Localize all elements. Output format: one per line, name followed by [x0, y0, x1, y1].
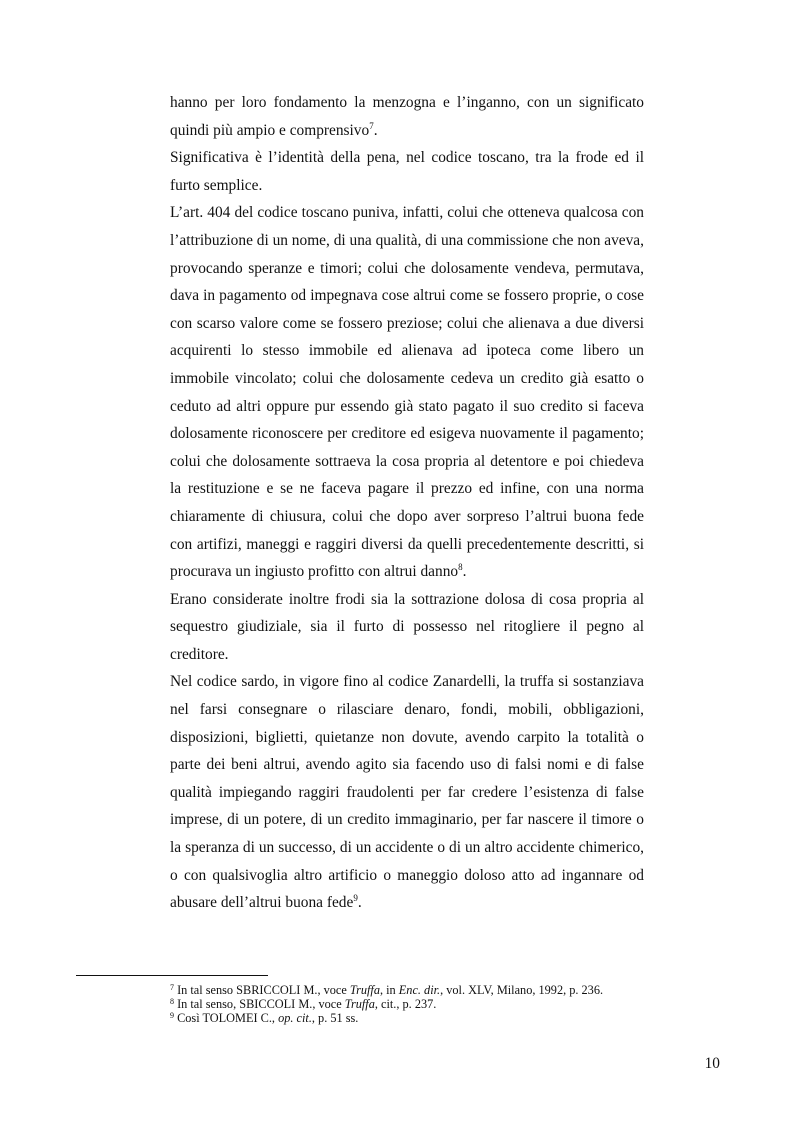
paragraph-5: Nel codice sardo, in vigore fino al codice Zanardelli, la truffa si sostanziava nel farsi consegnare o rilasciare denaro, fondi, mobili, obbligazioni, disposizioni, biglietti, quietanze non dovute, avendo carpito la totalità o parte dei beni altrui, avendo agito sia facendo uso di falsi nomi e di false qualità impiegando raggiri fraudolenti per far credere l’esistenza di false imprese, di un potere, di un credito immaginario, per far nascere il timore o la speranza di un successo, di un accidente o di un altro accidente chimerico, o con qualsivoglia altro artificio o maneggio doloso atto ad ingannare od abusare dell’altrui buona fede$^9$.	[170, 673, 644, 912]
paragraph-text: Erano considerate inoltre frodi sia la sottrazione dolosa di cosa propria al sequestro giudiziale, sia il furto di possesso nel ritogliere il pegno al creditore.	[170, 590, 644, 663]
paragraph-text: Significativa è l’identità della pena, nel codice toscano, tra la frode ed il furto semplice.	[170, 149, 644, 194]
paragraph-text: L’art. 404 del codice toscano puniva, infatti, colui che otteneva qualcosa con l’attribuzione di un nome, di una qualità, di una commissione che non aveva, provocando speranze e timori; colui che dolosamente vendeva, permutava, dava in pagamento od impegnava cose altrui come se fossero proprie, o cose con scarso valore come se fossero preziose; colui che alienava a due diversi acquirenti lo stesso immobile ed alienava ad ipoteca come libero un immobile vincolato; colui che dolosamente cedeva un credito già esatto o ceduto ad altri oppure pur essendo già stato pagato il suo credito si faceva dolosamente riconoscere per creditore ed esigeva nuovamente il pagamento; colui che dolosamente sottraeva la cosa propria al detentore e poi chiedeva la restituzione e se ne faceva pagare il prezzo ed infine, con una norma chiaramente di chiusura, colui che dopo aver sorpreso l’altrui buona fede con artifizi, maneggi e raggiri diversi da quelli precedentemente descritti, si procurava un ingiusto profitto con altrui danno	[170, 204, 644, 581]
footnote-number: 7	[170, 983, 174, 992]
footnote-number: 9	[170, 1011, 174, 1021]
footnote-number: 8	[170, 997, 174, 1007]
paragraph-2	[170, 144, 644, 199]
footnote-reference: 7	[369, 120, 374, 131]
footnote-7: $^7$ In tal senso SBRICCOLI M., voce Truffa, in Enc. dir., vol. XLV, Milano, 1992, p. 236.	[170, 983, 604, 997]
paragraph-4	[170, 586, 644, 669]
paragraph-text: hanno per loro fondamento la menzogna e l’inganno, con un significato quindi più ampio e comprensivo	[170, 94, 644, 139]
footnotes	[170, 983, 644, 1026]
footnote-reference: 9	[353, 893, 358, 904]
paragraph-3: L’art. 404 del codice toscano puniva, infatti, colui che otteneva qualcosa con l’attribuzione di un nome, di una qualità, di una commissione che non aveva, provocando speranze e timori; colui che dolosamente vendeva, permutava, dava in pagamento od impegnava cose altrui come se fossero proprie, o cose con scarso valore come se fossero preziose; colui che alienava a due diversi acquirenti lo stesso immobile ed alienava ad ipoteca come libero un immobile vincolato; colui che dolosamente cedeva un credito già esatto o ceduto ad altri oppure pur essendo già stato pagato il suo credito si faceva dolosamente riconoscere per creditore ed esigeva nuovamente il pagamento; colui che dolosamente sottraeva la cosa propria al detentore e poi chiedeva la restituzione e se ne faceva pagare il prezzo ed infine, con una norma chiaramente di chiusura, colui che dopo aver sorpreso l’altrui buona fede con artifizi, maneggi e raggiri diversi da quelli precedentemente descritti, si procurava un ingiusto profitto con altrui danno$^8$.	[170, 204, 644, 581]
footnote-reference: 8	[458, 562, 463, 573]
page-number: 10	[704, 1055, 720, 1072]
paragraph-1: hanno per loro fondamento la menzogna e l’inganno, con un significato quindi più ampio e comprensivo$^7$.	[170, 94, 644, 139]
body-text	[170, 89, 644, 917]
paragraph-text: Nel codice sardo, in vigore fino al codice Zanardelli, la truffa si sostanziava nel farsi consegnare o rilasciare denaro, fondi, mobili, obbligazioni, disposizioni, biglietti, quietanze non dovute, avendo carpito la totalità o parte dei beni altrui, avendo agito sia facendo uso di falsi nomi e di false qualità impiegando raggiri fraudolenti per far credere l’esistenza di false imprese, di un potere, di un credito immaginario, per far nascere il timore o la speranza di un successo, di un accidente o di un altro accidente chimerico, o con qualsivoglia altro artificio o maneggio doloso atto ad ingannare od abusare dell’altrui buona fede	[170, 673, 644, 912]
footnote-separator	[76, 975, 268, 976]
footnote-8: $^8$ In tal senso, SBICCOLI M., voce Truffa, cit., p. 237.	[170, 997, 437, 1012]
footnote-9: $^9$ Così TOLOMEI C., op. cit., p. 51 ss.	[170, 1011, 359, 1026]
